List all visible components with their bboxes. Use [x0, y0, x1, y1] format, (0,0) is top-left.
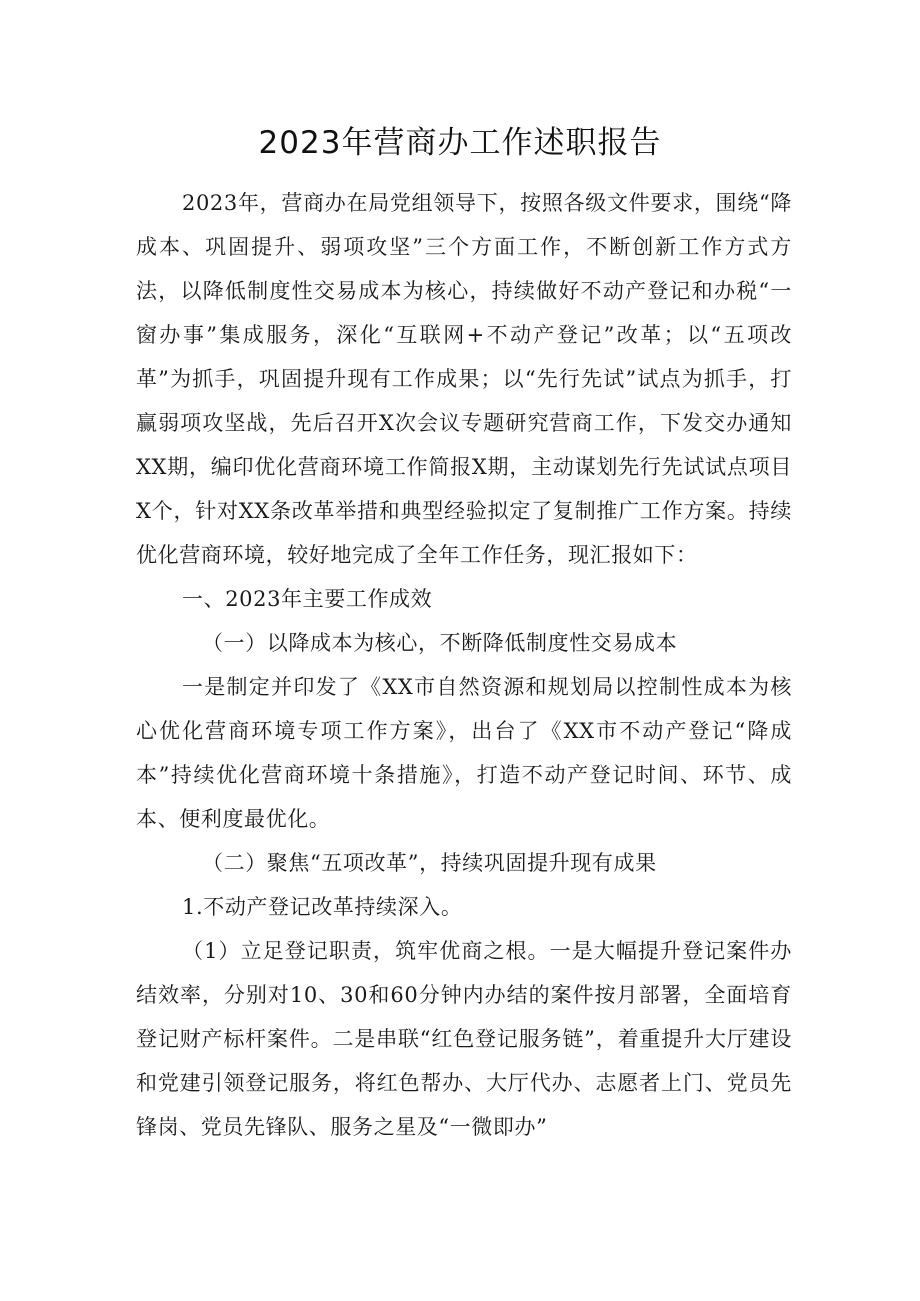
section-heading-main-results: 一、2023年主要工作成效: [182, 587, 433, 611]
subsection-heading-five-reforms: （二）聚焦“五项改革”，持续巩固提升现有成果: [202, 851, 657, 875]
item-heading-real-estate-registration: 1.不动产登记改革持续深入。: [182, 895, 463, 919]
cost-reduction-paragraph: 一是制定并印发了《XX市自然资源和规划局以控制性成本为核心优化营商环境专项工作方案》，出台了《XX市不动产登记“降成本”持续优化营商环境十条措施》，打造不动产登记时间、环节、成本、便利度最优化。: [136, 675, 792, 831]
registration-duty-paragraph: （1）立足登记职责，筑牢优商之根。一是大幅提升登记案件办结效率，分别对10、30和60分钟内办结的案件按月部署，全面培育登记财产标杆案件。二是串联“红色登记服务链”，着重提升大厅建设和党建引领登记服务，将红色帮办、大厅代办、志愿者上门、党员先锋岗、党员先锋队、服务之星及“一微即办”: [136, 939, 792, 1139]
document-body: [136, 181, 792, 1149]
document-title: 2023年营商办工作述职报告: [258, 125, 662, 161]
intro-paragraph: 2023年，营商办在局党组领导下，按照各级文件要求，围绕“降成本、巩固提升、弱项攻坚”三个方面工作，不断创新工作方式方法，以降低制度性交易成本为核心，持续做好不动产登记和办税“一窗办事”集成服务，深化“互联网+不动产登记”改革；以“五项改革”为抓手，巩固提升现有工作成果；以“先行先试”试点为抓手，打赢弱项攻坚战，先后召开X次会议专题研究营商工作，下发交办通知XX期，编印优化营商环境工作简报X期，主动谋划先行先试试点项目X个，针对XX条改革举措和典型经验拟定了复制推广工作方案。持续优化营商环境，较好地完成了全年工作任务，现汇报如下：: [136, 191, 792, 567]
subsection-heading-cost-reduction: （一）以降成本为核心，不断降低制度性交易成本: [202, 631, 678, 655]
